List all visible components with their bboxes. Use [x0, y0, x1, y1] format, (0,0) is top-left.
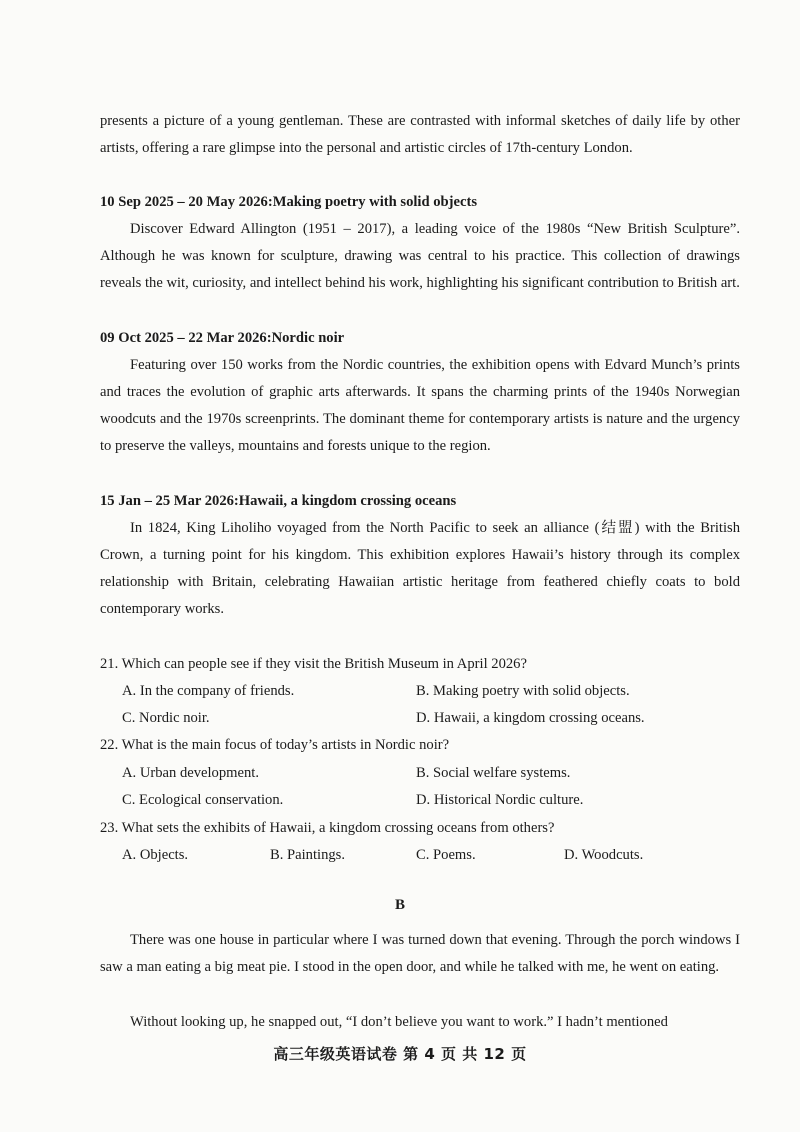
- exhibition-body: Discover Edward Allington (1951 – 2017), a leading voice of the 1980s “New British Sculpture”. Although he was known for sculpture, drawing was central to his practice. This collection of drawings reveals the wit, curiosity, and intellect behind his work, highlighting his significant contribution to British art.: [100, 221, 740, 291]
- exhibition-heading: 09 Oct 2025 – 22 Mar 2026:Nordic noir: [100, 330, 345, 346]
- answer-option: C. Nordic noir.: [122, 710, 210, 726]
- passage-paragraph: Without looking up, he snapped out, “I don’t believe you want to work.” I hadn’t mentioned: [130, 1014, 668, 1030]
- answer-option: A. Urban development.: [122, 765, 259, 781]
- answer-option: B. Social welfare systems.: [416, 765, 571, 781]
- answer-option: C. Ecological conservation.: [122, 792, 284, 808]
- question-stem: 23. What sets the exhibits of Hawaii, a kingdom crossing oceans from others?: [100, 820, 555, 836]
- answer-option: B. Paintings.: [270, 847, 346, 863]
- answer-option: A. In the company of friends.: [122, 683, 295, 699]
- exhibition-body: In 1824, King Liholiho voyaged from the North Pacific to seek an alliance (结盟) with the British Crown, a turning point for his kingdom. This exhibition explores Hawaii’s history through its complex relationship with Britain, celebrating Hawaiian artistic heritage from feathered chiefly coats to bold contemporary works.: [100, 520, 740, 617]
- exhibition-heading: 15 Jan – 25 Mar 2026:Hawaii, a kingdom crossing oceans: [100, 493, 457, 509]
- answer-option: B. Making poetry with solid objects.: [416, 683, 630, 699]
- answer-option: A. Objects.: [122, 847, 189, 863]
- section-label: B: [394, 897, 405, 913]
- answer-option: D. Woodcuts.: [564, 847, 644, 863]
- exhibition-body: Featuring over 150 works from the Nordic countries, the exhibition opens with Edvard Munch’s prints and traces the evolution of graphic arts afterwards. It spans the charming prints of the 1940s Norwegian woodcuts and the 1970s screenprints. The dominant theme for contemporary artists is nature and the urgency to preserve the valleys, mountains and forests unique to the region.: [100, 357, 740, 454]
- answer-option: D. Hawaii, a kingdom crossing oceans.: [416, 710, 645, 726]
- question-stem: 22. What is the main focus of today’s artists in Nordic noir?: [100, 737, 450, 753]
- answer-option: C. Poems.: [416, 847, 476, 863]
- question-stem: 21. Which can people see if they visit the British Museum in April 2026?: [100, 656, 527, 672]
- intro-paragraph: presents a picture of a young gentleman. These are contrasted with informal sketches of daily life by other artists, offering a rare glimpse into the personal and artistic circles of 17th-century London.: [100, 113, 740, 156]
- passage-paragraph: There was one house in particular where I was turned down that evening. Through the porch windows I saw a man eating a big meat pie. I stood in the open door, and while he talked with me, he went on eating.: [100, 932, 740, 975]
- answer-option: D. Historical Nordic culture.: [416, 792, 584, 808]
- page-footer: 高三年级英语试卷 第 4 页 共 12 页: [273, 1045, 527, 1063]
- exhibition-heading: 10 Sep 2025 – 20 May 2026:Making poetry with solid objects: [100, 194, 478, 210]
